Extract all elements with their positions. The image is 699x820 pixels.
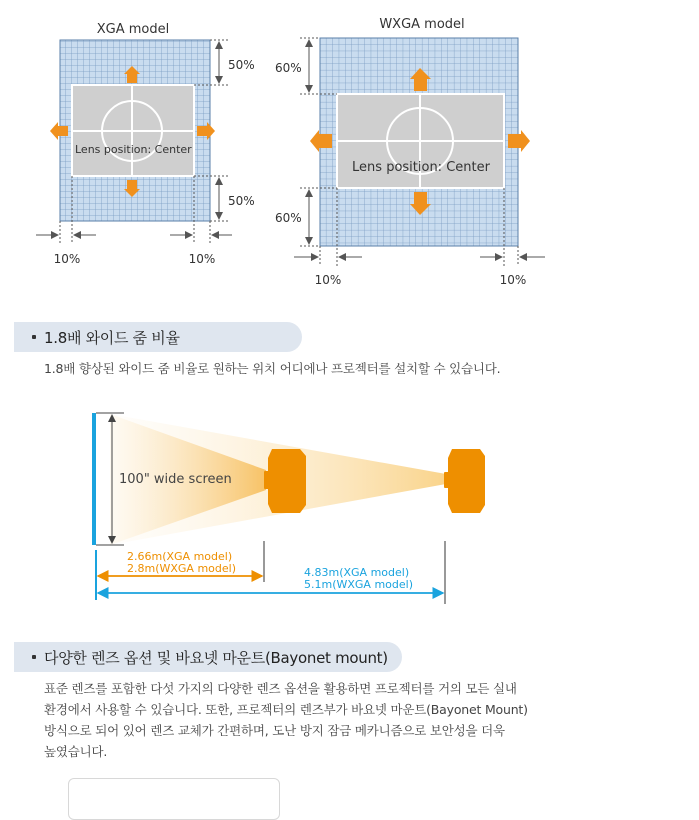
lens-shift-diagram bbox=[0, 0, 699, 300]
xga-bottom-shift: 50% bbox=[228, 194, 255, 208]
projector-far-icon bbox=[444, 449, 485, 513]
short-throw-xga: 2.66m(XGA model) bbox=[127, 550, 233, 563]
content-card bbox=[68, 778, 280, 820]
wxga-left-shift: 10% bbox=[314, 273, 342, 287]
description-line: 환경에서 사용할 수 있습니다. 또한, 프로젝터의 렌즈부가 바요넷 마운트(Bayonet Mount) bbox=[44, 702, 528, 717]
xga-diagram bbox=[36, 22, 255, 266]
projector-near-icon bbox=[264, 449, 306, 513]
long-throw-wxga: 5.1m(WXGA model) bbox=[304, 578, 414, 591]
section-heading-zoom bbox=[14, 322, 302, 352]
description-line: 방식으로 되어 있어 렌즈 교체가 간편하며, 도난 방지 잠금 메카니즘으로 보안성을 더욱 bbox=[44, 723, 505, 738]
long-throw-xga: 4.83m(XGA model) bbox=[304, 566, 410, 579]
short-throw-wxga: 2.8m(WXGA model) bbox=[127, 562, 237, 575]
projection-screen bbox=[92, 413, 96, 545]
wxga-top-shift: 60% bbox=[275, 61, 302, 75]
lens-options-description bbox=[44, 678, 528, 762]
xga-left-shift: 10% bbox=[53, 252, 81, 266]
xga-top-shift: 50% bbox=[228, 58, 255, 72]
bullet-icon bbox=[32, 335, 36, 339]
throw-distance-diagram bbox=[0, 400, 699, 610]
wxga-bottom-shift: 60% bbox=[275, 211, 302, 225]
xga-right-shift: 10% bbox=[188, 252, 216, 266]
wxga-right-shift: 10% bbox=[499, 273, 527, 287]
zoom-description bbox=[44, 358, 500, 379]
description-line: 표준 렌즈를 포함한 다섯 가지의 다양한 렌즈 옵션을 활용하면 프로젝터를 거의 모든 실내 bbox=[44, 681, 517, 696]
description-line: 높였습니다. bbox=[44, 744, 108, 759]
wxga-diagram bbox=[275, 17, 545, 287]
wxga-title: WXGA model bbox=[379, 17, 465, 32]
xga-lens-label: Lens position: Center bbox=[75, 143, 192, 156]
wxga-lens-label: Lens position: Center bbox=[352, 160, 490, 175]
description-line: 1.8배 향상된 와이드 줌 비율로 원하는 위치 어디에나 프로젝터를 설치할 수 있습니다. bbox=[44, 361, 501, 376]
section-title: 1.8배 와이드 줌 비율 bbox=[44, 328, 180, 347]
bullet-icon bbox=[32, 655, 36, 659]
screen-label: 100" wide screen bbox=[119, 472, 232, 487]
section-heading-lens-options bbox=[14, 642, 402, 672]
xga-title: XGA model bbox=[96, 22, 170, 37]
section-title: 다양한 렌즈 옵션 및 바요넷 마운트(Bayonet mount) bbox=[44, 648, 388, 667]
